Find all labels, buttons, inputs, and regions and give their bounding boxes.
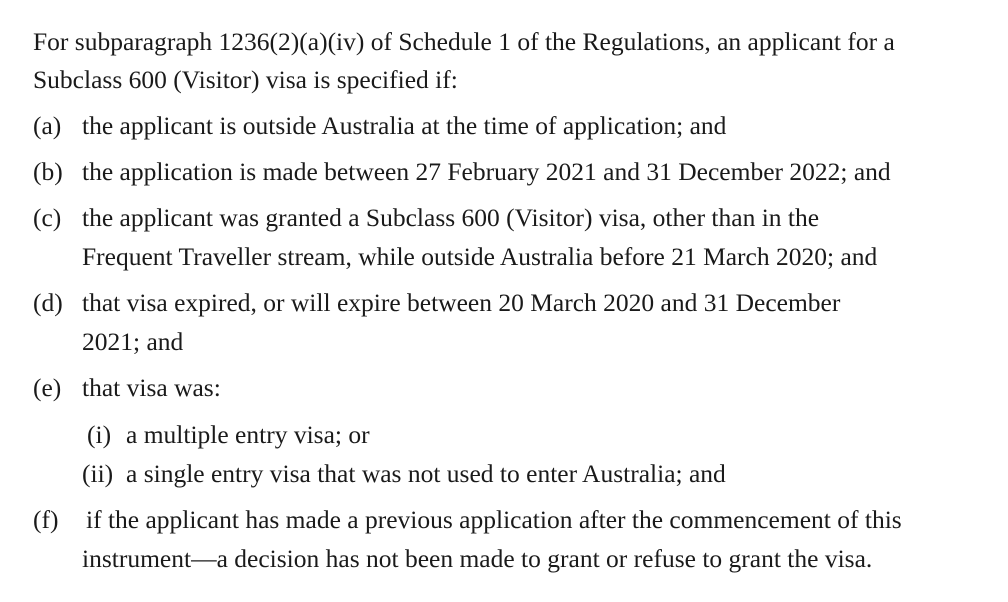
item-f-text-line-2: instrument—a decision has not been made to grant or refuse to grant the visa.: [82, 544, 873, 573]
item-f-text-line-1: if the applicant has made a previous application after the commencement of this: [86, 505, 902, 534]
item-c-label: (c): [33, 203, 62, 232]
item-b-label: (b): [33, 157, 63, 186]
item-f-label: (f): [33, 505, 59, 534]
item-d-text-line-1: that visa expired, or will expire between 20 March 2020 and 31 December: [82, 288, 841, 317]
subitem-ii-text: a single entry visa that was not used to enter Australia; and: [126, 459, 726, 488]
item-b-text: the application is made between 27 February 2021 and 31 December 2022; and: [82, 157, 891, 186]
subitem-i-text: a multiple entry visa; or: [126, 420, 370, 449]
item-a-label: (a): [33, 111, 62, 140]
subitem-ii-label: (ii): [82, 459, 114, 488]
intro-line-1: For subparagraph 1236(2)(a)(iv) of Schedule 1 of the Regulations, an applicant for a: [33, 27, 895, 56]
item-a-text: the applicant is outside Australia at the time of application; and: [82, 111, 727, 140]
item-e-label: (e): [33, 373, 62, 402]
intro-line-2: Subclass 600 (Visitor) visa is specified if:: [33, 65, 458, 94]
subitem-i-label: (i): [87, 420, 112, 449]
item-d-text-line-2: 2021; and: [82, 327, 184, 356]
item-e-text: that visa was:: [82, 373, 221, 402]
item-c-text-line-1: the applicant was granted a Subclass 600 (Visitor) visa, other than in the: [82, 203, 820, 232]
item-c-text-line-2: Frequent Traveller stream, while outside Australia before 21 March 2020; and: [82, 242, 878, 271]
item-d-label: (d): [33, 288, 63, 317]
